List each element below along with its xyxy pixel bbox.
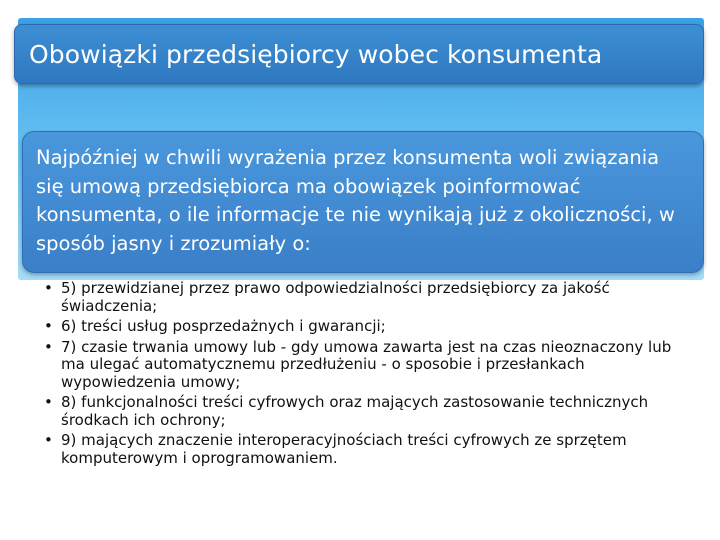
- list-item: [44, 318, 694, 336]
- intro-text: Najpóźniej w chwili wyrażenia przez konsumenta woli związania się umową przedsiębiorca ma obowiązek poinformować konsumenta, o ile informacje te nie wynikają już z okoliczności, w sposób jasny i zrozumiały o:: [36, 146, 675, 255]
- list-item: [44, 280, 694, 315]
- bullet-icon: •: [44, 393, 53, 411]
- bullet-icon: •: [44, 279, 53, 297]
- list-item-text: 8) funkcjonalności treści cyfrowych oraz mających zastosowanie technicznych środkach ich ochrony;: [61, 393, 649, 429]
- bullet-list: [44, 280, 694, 470]
- list-item: [44, 339, 694, 392]
- list-item-text: 9) mających znaczenie interoperacyjnościach treści cyfrowych ze sprzętem komputerowym i oprogramowaniem.: [61, 431, 627, 467]
- list-item-text: 5) przewidzianej przez prawo odpowiedzialności przedsiębiorcy za jakość świadczenia;: [61, 279, 610, 315]
- title-box: [14, 24, 704, 84]
- bullet-icon: •: [44, 317, 53, 335]
- list-item-text: 6) treści usług posprzedażnych i gwarancji;: [61, 317, 386, 335]
- intro-box: [22, 131, 704, 273]
- list-item: [44, 394, 694, 429]
- bullet-icon: •: [44, 431, 53, 449]
- list-item: [44, 432, 694, 467]
- slide-title: Obowiązki przedsiębiorcy wobec konsumenta: [29, 39, 603, 69]
- list-item-text: 7) czasie trwania umowy lub - gdy umowa zawarta jest na czas nieoznaczony lub ma ulegać automatycznemu przedłużeniu - o sposobie i przesłankach wypowiedzenia umowy;: [61, 337, 672, 391]
- bullet-icon: •: [44, 337, 53, 356]
